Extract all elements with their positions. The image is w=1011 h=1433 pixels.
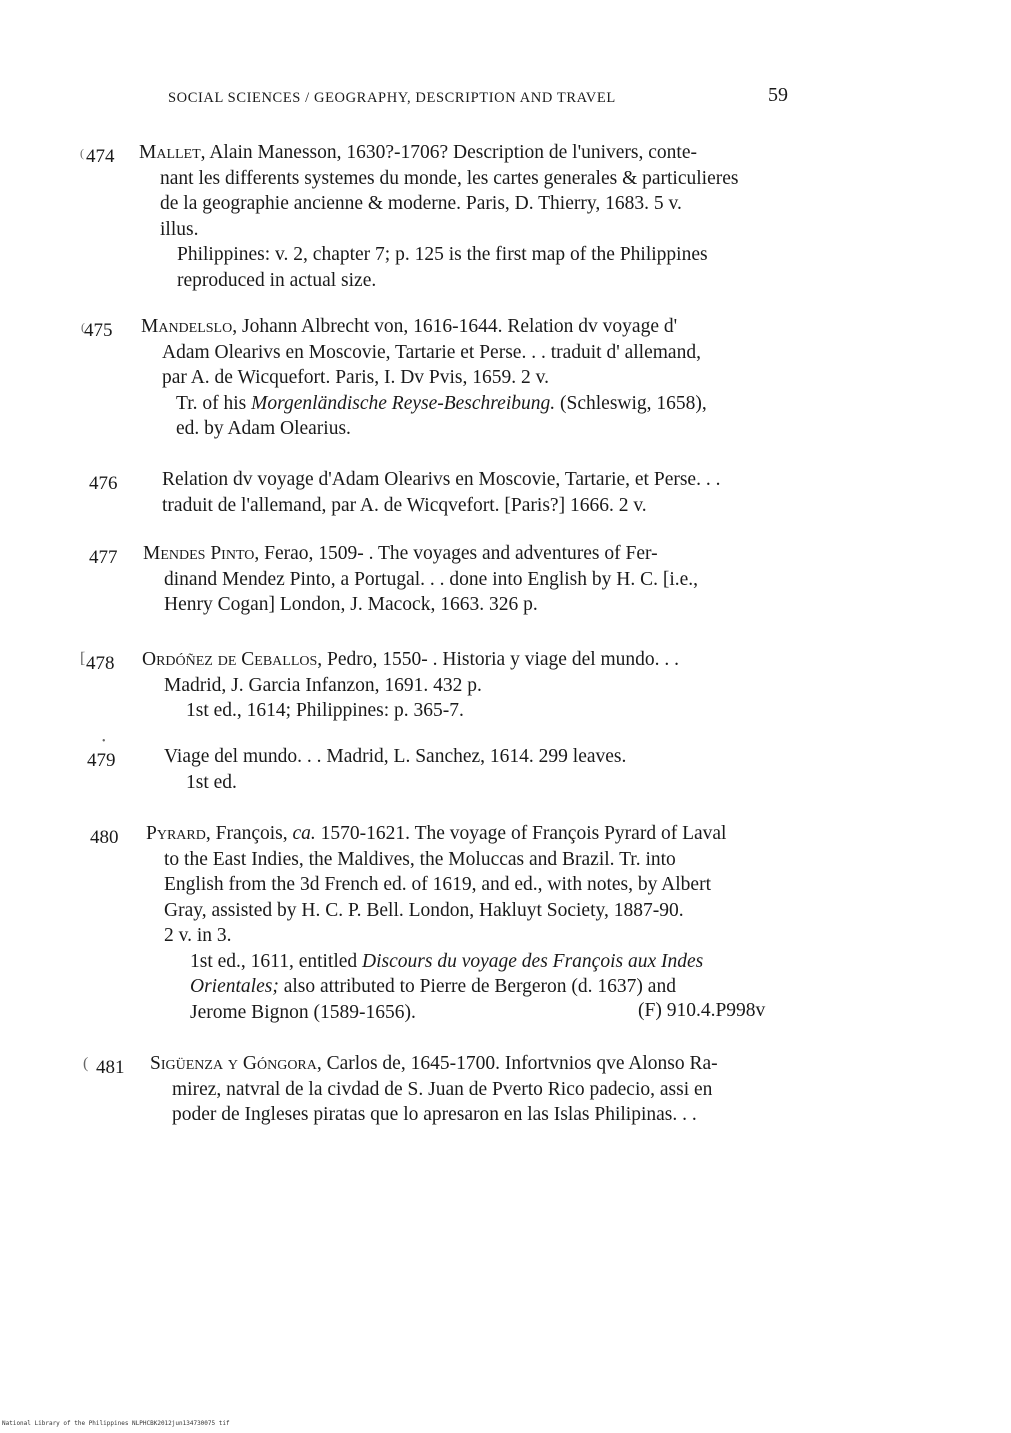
- entry-author: Mandelslo,: [141, 316, 238, 337]
- scan-footer: National Library of the Philippines NLPHCBK2012jun134730075 tif: [2, 1420, 230, 1427]
- entry-note: Philippines: v. 2, chapter 7; p. 125 is the first map of the Philippines: [177, 244, 708, 265]
- bracket-mark-icon: (: [80, 146, 84, 160]
- entry-author: Mendes Pinto,: [143, 543, 260, 564]
- entry-481: Sigüenza y Góngora, Carlos de, 1645-1700. Infortvnios qve Alonso Ra- mirez, natvral de la civdad de S. Juan de Pverto Rico padecio, assi en poder de Ingleses piratas que lo apresaron en las Islas Philipinas. . .: [150, 1053, 718, 1125]
- entry-author: Ordóñez de Ceballos,: [142, 649, 323, 670]
- entry-number: 476: [89, 473, 118, 494]
- entry-note: 1st ed., 1614; Philippines: p. 365-7.: [186, 700, 464, 721]
- entry-note: 1st ed., 1611, entitled Discours du voyage des François aux Indes: [190, 950, 704, 972]
- entry-479: Viage del mundo. . . Madrid, L. Sanchez, 1614. 299 leaves. 1st ed.: [164, 744, 626, 795]
- call-number: (F) 910.4.P998v: [638, 1000, 766, 1021]
- entry-number: 477: [89, 547, 118, 568]
- entry-number: 475: [84, 320, 113, 341]
- entry-author: Pyrard,: [146, 823, 211, 844]
- entry-number: 478: [86, 653, 115, 674]
- entry-number: 474: [86, 146, 115, 167]
- page-number: 59: [768, 84, 788, 106]
- entry-474: Mallet, Alain Manesson, 1630?-1706? Description de l'univers, conte- nant les differents systemes du monde, les cartes generales & particulieres de la geographie ancienne & moderne. Paris, D. Thierry, 1683. 5 v. illus. Philippines: v. 2, chapter 7; p. 125 is the first map of the Philippines reproduced in actual size.: [139, 142, 739, 291]
- bracket-mark-icon: (: [83, 1055, 89, 1072]
- bracket-mark-icon: (: [81, 320, 85, 334]
- bracket-mark-icon: [: [80, 650, 86, 667]
- entry-number: 480: [90, 827, 119, 848]
- entry-480: Pyrard, François, ca. 1570-1621. The voyage of François Pyrard of Laval to the East Indies, the Maldives, the Moluccas and Brazil. Tr. into English from the 3d French ed. of 1619, and ed., with notes, by Albert Gray, assisted by H. C. P. Bell. London, Hakluyt Society, 1887-90. 2 v. in 3. 1st ed., 1611, entitled Discours du voyage des François aux Indes Orientales; also attributed to Pierre de Bergeron (d. 1637) and Jerome Bignon (1589-1656).: [146, 823, 727, 1023]
- entry-478: Ordóñez de Ceballos, Pedro, 1550- . Historia y viage del mundo. . . Madrid, J. Garcia Infanzon, 1691. 432 p. 1st ed., 1614; Philippines: p. 365-7.: [142, 647, 679, 724]
- entry-475: Mandelslo, Johann Albrecht von, 1616-1644. Relation dv voyage d' Adam Olearivs en Moscovie, Tartarie et Perse. . . traduit d' allemand, par A. de Wicquefort. Paris, I. Dv Pvis, 1659. 2 v. Tr. of his Morgenländische Reyse-Beschreibung. (Schleswig, 1658), ed. by Adam Olearius.: [141, 316, 707, 439]
- entry-author: Sigüenza y Góngora,: [150, 1053, 322, 1074]
- running-header: SOCIAL SCIENCES / GEOGRAPHY, DESCRIPTION AND TRAVEL: [168, 90, 616, 106]
- entry-note: Tr. of his Morgenländische Reyse-Beschreibung. (Schleswig, 1658),: [176, 392, 707, 414]
- entry-number: 479: [87, 750, 116, 771]
- dot-mark-icon: •: [102, 736, 106, 747]
- entry-author: Mallet,: [139, 142, 206, 163]
- entry-number: 481: [96, 1057, 125, 1078]
- entry-476: Relation dv voyage d'Adam Olearivs en Moscovie, Tartarie, et Perse. . . traduit de l'allemand, par A. de Wicqvefort. [Paris?] 1666. 2 v.: [162, 469, 721, 516]
- entry-note: 1st ed.: [186, 771, 237, 793]
- entry-477: Mendes Pinto, Ferao, 1509- . The voyages and adventures of Fer- dinand Mendez Pinto, a Portugal. . . done into English by H. C. [i.e., Henry Cogan] London, J. Macock, 1663. 326 p.: [143, 543, 699, 615]
